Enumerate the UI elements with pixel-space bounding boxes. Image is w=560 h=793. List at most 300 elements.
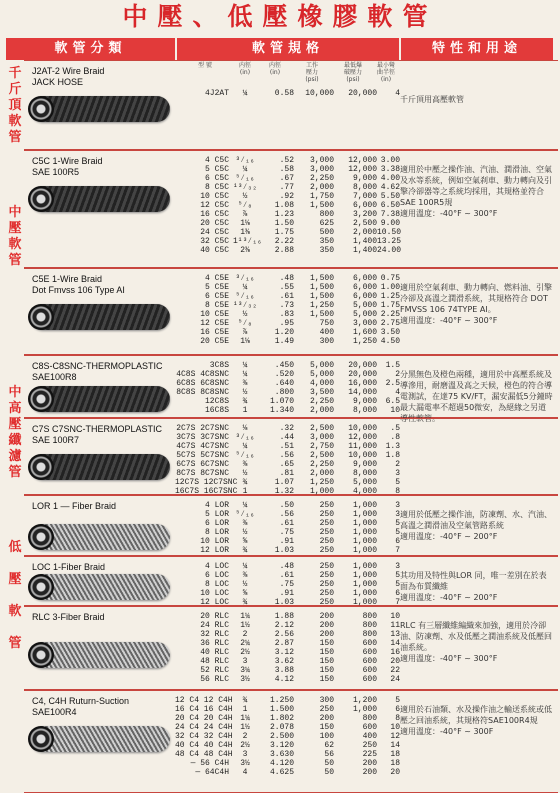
table-cell: 225 — [362, 750, 377, 759]
table-cell: .450 — [274, 361, 294, 370]
table-cell: 16 C5C — [200, 210, 229, 219]
table-cell: 200 — [362, 759, 377, 768]
table-row — [175, 705, 400, 714]
header-category: 軟管分類 — [6, 38, 175, 60]
table-row — [175, 201, 400, 210]
page-title: 中壓、低壓橡膠軟管 — [122, 2, 438, 31]
table-row — [175, 310, 400, 319]
spec-table — [175, 89, 400, 98]
table-cell: 2.56 — [274, 630, 294, 639]
table-cell: 14 — [390, 741, 400, 750]
table-cell: 625 — [319, 219, 334, 228]
table-cell: ⅜ — [242, 519, 248, 528]
table-cell: 4.120 — [269, 759, 294, 768]
table-cell: 5,000 — [352, 478, 377, 487]
table-cell: .75 — [279, 580, 294, 589]
table-cell: .51 — [279, 442, 294, 451]
table-cell: 6 C5C — [204, 174, 229, 183]
table-cell: 1.50 — [274, 219, 294, 228]
table-cell: 2,250 — [309, 397, 334, 406]
table-cell: 1,400 — [352, 237, 377, 246]
table-cell: 5C7S 5C7SNC — [176, 451, 229, 460]
product-name: J2AT-2 Wire Braid JACK HOSE — [32, 66, 105, 87]
table-cell: 4.62 — [380, 183, 400, 192]
table-cell: 14,000 — [348, 388, 377, 397]
table-row — [175, 759, 400, 768]
table-cell: 4C7S 4C7SNC — [176, 442, 229, 451]
table-cell: 2 — [395, 370, 400, 379]
table-cell: 6,000 — [352, 201, 377, 210]
table-cell: ¹³⁄₃₂ — [233, 183, 258, 192]
table-cell: 1,000 — [352, 580, 377, 589]
table-cell: 24 RLC — [200, 621, 229, 630]
table-cell: 32 RLC — [200, 630, 229, 639]
table-cell: 20,000 — [348, 370, 377, 379]
hose-cross-section — [28, 726, 54, 752]
table-row — [175, 237, 400, 246]
table-cell: 16,000 — [348, 379, 377, 388]
table-cell: 1.500 — [269, 705, 294, 714]
table-row — [175, 750, 400, 759]
table-cell: 3.630 — [269, 750, 294, 759]
table-cell: 1.20 — [274, 328, 294, 337]
table-cell: 4 C5E — [204, 274, 229, 283]
table-cell: 2,250 — [309, 174, 334, 183]
table-cell: 1,500 — [309, 292, 334, 301]
hose-image — [30, 186, 170, 212]
table-cell: .5 — [390, 424, 400, 433]
table-cell: 24.00 — [377, 246, 402, 255]
table-cell: .32 — [279, 424, 294, 433]
table-cell: 1,000 — [352, 528, 377, 537]
table-cell: 4 LOC — [204, 562, 229, 571]
table-row — [175, 621, 400, 630]
table-cell: ¼ — [242, 89, 248, 98]
table-cell: 8 — [395, 714, 400, 723]
table-cell: 12 — [390, 732, 400, 741]
table-cell: .75 — [279, 528, 294, 537]
table-cell: .73 — [279, 301, 294, 310]
table-cell: 1 — [242, 487, 248, 496]
table-row — [175, 451, 400, 460]
usage-description: 適用於中壓之操作油、汽油、潤滑油、空氣及水等系統，例如空氣刹車、動力轉向及引擎冷卻器等之系統均採用，其規格並符合 SAE 100R5規 適用溫度：-40°F ~ 300°F — [400, 165, 552, 218]
table-cell: 250 — [319, 501, 334, 510]
table-cell: 16 C4 16 C4H — [175, 705, 233, 714]
table-cell: 750 — [319, 319, 334, 328]
table-row — [175, 301, 400, 310]
table-cell: 12C8S — [204, 397, 229, 406]
table-cell: 1 — [242, 705, 248, 714]
table-cell: 9,000 — [352, 174, 377, 183]
table-cell: 4 C5C — [204, 156, 229, 165]
table-row — [175, 630, 400, 639]
table-cell: ¼ — [242, 283, 248, 292]
col-header-work-pressure: 工作 壓力 (psi) — [305, 62, 319, 83]
table-cell: 62 — [324, 741, 334, 750]
table-cell: ¾ — [242, 696, 248, 705]
hose-image — [30, 454, 170, 480]
table-cell: 14 — [390, 639, 400, 648]
hose-cross-section — [28, 574, 54, 600]
table-cell: 20 C5E — [200, 337, 229, 346]
table-cell: 1,250 — [309, 301, 334, 310]
table-row — [175, 732, 400, 741]
table-cell: ³⁄₁₆ — [235, 433, 255, 442]
table-cell: 800 — [362, 630, 377, 639]
table-cell: 300 — [319, 337, 334, 346]
table-cell: 8 LOC — [204, 580, 229, 589]
table-cell: 200 — [319, 612, 334, 621]
table-row — [175, 580, 400, 589]
table-cell: 5 — [395, 580, 400, 589]
table-cell: 1¼ — [240, 714, 250, 723]
table-cell: 12 LOC — [200, 598, 229, 607]
table-cell: 12 LOR — [200, 546, 229, 555]
table-cell: .56 — [279, 510, 294, 519]
table-cell: 2½ — [240, 741, 250, 750]
table-cell: 56 — [324, 750, 334, 759]
table-cell: 2 — [395, 460, 400, 469]
table-cell: 1,400 — [352, 246, 377, 255]
table-cell: 5 C5C — [204, 165, 229, 174]
spec-table — [175, 156, 400, 255]
table-row — [175, 370, 400, 379]
table-cell: 8 C5C — [204, 183, 229, 192]
table-row — [175, 156, 400, 165]
table-cell: 1.08 — [274, 201, 294, 210]
hose-image — [30, 574, 170, 600]
table-cell: 5 — [395, 519, 400, 528]
table-cell: 36 RLC — [200, 639, 229, 648]
table-cell: ⅜ — [242, 379, 248, 388]
table-cell: 3¼ — [240, 666, 250, 675]
table-cell: 1,500 — [309, 310, 334, 319]
table-cell: 5 — [395, 528, 400, 537]
table-cell: 9.00 — [380, 219, 400, 228]
table-row — [175, 723, 400, 732]
table-cell: 1,000 — [309, 487, 334, 496]
table-cell: 3 — [242, 657, 248, 666]
table-cell: 13 — [390, 630, 400, 639]
hose-cross-section — [28, 642, 54, 668]
table-cell: .8 — [390, 433, 400, 442]
table-row — [175, 228, 400, 237]
table-cell: 18 — [390, 759, 400, 768]
hose-cross-section — [28, 186, 54, 212]
table-cell: 10.50 — [377, 228, 402, 237]
table-cell: .800 — [274, 388, 294, 397]
spec-table — [175, 274, 400, 346]
table-cell: 1,500 — [309, 283, 334, 292]
table-cell: 10 C5C — [200, 192, 229, 201]
table-cell: 48 C4 48 C4H — [175, 750, 233, 759]
table-cell: 600 — [362, 723, 377, 732]
table-row — [175, 714, 400, 723]
table-row — [175, 562, 400, 571]
table-cell: 1,000 — [352, 571, 377, 580]
table-cell: 1.23 — [274, 210, 294, 219]
table-cell: 1⅛ — [240, 219, 250, 228]
table-cell: 1,000 — [352, 510, 377, 519]
table-cell: 2⅜ — [240, 246, 250, 255]
table-row — [175, 657, 400, 666]
table-cell: 6.5 — [385, 397, 400, 406]
table-cell: 150 — [319, 657, 334, 666]
table-cell: 12,000 — [348, 433, 377, 442]
table-cell: 1.00 — [380, 283, 400, 292]
table-cell: 4J2AT — [204, 89, 229, 98]
table-row — [175, 165, 400, 174]
table-cell: .640 — [274, 379, 294, 388]
table-cell: 1,000 — [352, 705, 377, 714]
table-cell: 56 RLC — [200, 675, 229, 684]
spec-table — [175, 501, 400, 555]
table-row — [175, 361, 400, 370]
table-cell: .61 — [279, 519, 294, 528]
table-cell: 2.22 — [274, 237, 294, 246]
table-cell: 1.802 — [269, 714, 294, 723]
table-cell: 10 — [390, 406, 400, 415]
hose-image — [30, 96, 170, 122]
table-cell: 2 — [242, 732, 248, 741]
table-cell: .61 — [279, 571, 294, 580]
table-cell: 4 — [242, 768, 248, 777]
table-cell: 3C7S 3C7SNC — [176, 433, 229, 442]
table-cell: 10 LOC — [200, 589, 229, 598]
table-cell: 3,500 — [309, 388, 334, 397]
table-cell: ½ — [242, 469, 248, 478]
table-cell: 800 — [319, 210, 334, 219]
table-cell: 1.03 — [274, 598, 294, 607]
table-cell: ⅝ — [242, 537, 248, 546]
usage-description: RLC 有三層纖維編織來加強，適用於冷卻油、防凍劑、水及低壓之潤油系統及低壓回油系統。 適用溫度：-40°F ~ 300°F — [400, 621, 552, 663]
table-cell: .67 — [279, 174, 294, 183]
table-cell: ½ — [242, 580, 248, 589]
table-row — [175, 639, 400, 648]
table-cell: 12,000 — [348, 156, 377, 165]
header-spec: 軟管規格 — [177, 38, 399, 60]
table-cell: 500 — [319, 228, 334, 237]
table-cell: 3,000 — [309, 433, 334, 442]
table-cell: 2.500 — [269, 732, 294, 741]
category-low-pressure: 低 壓 軟 管 — [8, 540, 22, 651]
table-cell: 600 — [362, 639, 377, 648]
table-cell: 1.49 — [274, 337, 294, 346]
table-cell: 4C8S 4C8SNC — [176, 370, 229, 379]
table-row — [175, 478, 400, 487]
table-cell: 18 — [390, 750, 400, 759]
table-row — [175, 406, 400, 415]
table-cell: 250 — [319, 546, 334, 555]
table-cell: 3C8S — [209, 361, 229, 370]
header-usage: 特性和用途 — [401, 38, 553, 60]
table-cell: 4.625 — [269, 768, 294, 777]
table-cell: .65 — [279, 460, 294, 469]
table-cell: 16 — [390, 648, 400, 657]
table-cell: 16C8S — [204, 406, 229, 415]
spec-table — [175, 424, 400, 496]
table-cell: 5 — [395, 478, 400, 487]
table-cell: .50 — [279, 501, 294, 510]
table-cell: .58 — [279, 165, 294, 174]
table-cell: 1⅜ — [240, 228, 250, 237]
table-cell: 13.25 — [377, 237, 402, 246]
table-cell: 20 C4 20 C4H — [175, 714, 233, 723]
table-cell: 800 — [362, 714, 377, 723]
table-cell: 3 — [395, 469, 400, 478]
table-row — [175, 460, 400, 469]
table-cell: 150 — [319, 675, 334, 684]
table-cell: 40 C5C — [200, 246, 229, 255]
table-row — [175, 274, 400, 283]
table-cell: ¼ — [242, 165, 248, 174]
table-cell: 8C8S 8C8SNC — [176, 388, 229, 397]
table-cell: 600 — [362, 648, 377, 657]
table-cell: ⅝ — [242, 589, 248, 598]
table-cell: 7 — [395, 598, 400, 607]
table-cell: ⁵⁄₁₆ — [235, 174, 255, 183]
table-cell: 350 — [319, 246, 334, 255]
table-cell: 5.50 — [380, 192, 400, 201]
table-cell: 8 — [395, 487, 400, 496]
table-cell: 8 LOR — [204, 528, 229, 537]
product-name: C7S C7SNC-THERMOPLASTIC SAE 100R7 — [32, 424, 163, 445]
table-row — [175, 510, 400, 519]
table-cell: 3.88 — [274, 666, 294, 675]
table-cell: 250 — [319, 571, 334, 580]
table-cell: 5 — [395, 696, 400, 705]
table-cell: 2,500 — [309, 451, 334, 460]
table-cell: 20,000 — [348, 361, 377, 370]
table-cell: 20 — [390, 768, 400, 777]
table-cell: 200 — [319, 630, 334, 639]
table-cell: 250 — [319, 589, 334, 598]
table-cell: 1½ — [240, 723, 250, 732]
table-cell: 9,000 — [352, 460, 377, 469]
table-cell: 4.12 — [274, 675, 294, 684]
table-cell: 600 — [362, 666, 377, 675]
table-cell: 3,200 — [352, 210, 377, 219]
table-cell: 3.120 — [269, 741, 294, 750]
table-cell: 1,500 — [309, 274, 334, 283]
category-medium-pressure: 中 壓 軟 管 — [8, 205, 22, 268]
spec-table — [175, 562, 400, 607]
table-cell: 2.25 — [380, 310, 400, 319]
table-cell: ¾ — [242, 397, 248, 406]
category-jack: 千 斤 頂 軟 管 — [8, 66, 22, 145]
table-cell: 1.25 — [380, 292, 400, 301]
table-cell: 5,000 — [309, 370, 334, 379]
table-cell: 8,000 — [352, 469, 377, 478]
table-cell: 1,000 — [352, 501, 377, 510]
table-cell: 16 C5E — [200, 328, 229, 337]
table-cell: 10,000 — [348, 424, 377, 433]
table-cell: 3,000 — [309, 165, 334, 174]
table-cell: 6 — [395, 537, 400, 546]
table-row — [175, 768, 400, 777]
table-cell: 0.75 — [380, 274, 400, 283]
hose-cross-section — [28, 386, 54, 412]
table-cell: 8,000 — [352, 183, 377, 192]
table-cell: 50 — [324, 768, 334, 777]
table-cell: 32 C5C — [200, 237, 229, 246]
table-cell: ³⁄₁₆ — [235, 156, 255, 165]
table-cell: 1.03 — [274, 546, 294, 555]
col-header-burst-pressure: 最低爆 破壓力 (psi) — [343, 62, 362, 83]
table-cell: .95 — [279, 319, 294, 328]
table-cell: 52 RLC — [200, 666, 229, 675]
table-cell: 800 — [362, 612, 377, 621]
table-cell: 16C7S 16C7SNC — [175, 487, 238, 496]
table-cell: 250 — [319, 528, 334, 537]
table-cell: 1,000 — [352, 598, 377, 607]
table-cell: 20,000 — [348, 89, 377, 98]
table-cell: 4.50 — [380, 337, 400, 346]
table-cell: ⁵⁄₁₆ — [235, 510, 255, 519]
table-row — [175, 433, 400, 442]
table-cell: 6C7S 6C7SNC — [176, 460, 229, 469]
table-cell: 1,000 — [352, 546, 377, 555]
table-row — [175, 89, 400, 98]
table-cell: 1.07 — [274, 478, 294, 487]
table-row — [175, 210, 400, 219]
table-cell: 5,000 — [309, 361, 334, 370]
table-row — [175, 319, 400, 328]
table-cell: .56 — [279, 451, 294, 460]
table-row — [175, 666, 400, 675]
table-cell: 2.5 — [385, 379, 400, 388]
table-cell: 8C7S 8C7SNC — [176, 469, 229, 478]
table-cell: 200 — [319, 714, 334, 723]
table-cell: 3½ — [240, 759, 250, 768]
table-cell: .48 — [279, 274, 294, 283]
table-cell: 100 — [319, 732, 334, 741]
table-row — [175, 388, 400, 397]
hose-image — [30, 726, 170, 752]
table-cell: ¼ — [242, 501, 248, 510]
table-cell: ½ — [242, 192, 248, 201]
table-cell: 3 — [395, 501, 400, 510]
table-cell: 150 — [319, 666, 334, 675]
table-cell: 2,000 — [309, 183, 334, 192]
table-row — [175, 292, 400, 301]
table-cell: 1¼ — [240, 612, 250, 621]
table-cell: 10 C5E — [200, 310, 229, 319]
table-cell: 22 — [390, 666, 400, 675]
table-cell: ⁵⁄₁₆ — [235, 292, 255, 301]
table-cell: 5,000 — [352, 310, 377, 319]
table-cell: 3 — [395, 510, 400, 519]
table-cell: .520 — [274, 370, 294, 379]
table-cell: 250 — [319, 519, 334, 528]
table-row — [175, 337, 400, 346]
table-cell: ³⁄₁₆ — [235, 274, 255, 283]
table-cell: 400 — [319, 328, 334, 337]
table-row — [175, 174, 400, 183]
product-name: LOC 1-Fiber Braid — [32, 562, 106, 572]
table-cell: 3.12 — [274, 648, 294, 657]
table-cell: 2,250 — [309, 460, 334, 469]
col-header-od: 内徑 (in) — [268, 62, 281, 76]
table-cell: .77 — [279, 183, 294, 192]
table-cell: ¾ — [242, 478, 248, 487]
table-cell: 1,750 — [309, 192, 334, 201]
hose-cross-section — [28, 524, 54, 550]
table-row — [175, 648, 400, 657]
table-cell: 5 — [395, 571, 400, 580]
table-cell: 1,200 — [352, 696, 377, 705]
table-row — [175, 469, 400, 478]
